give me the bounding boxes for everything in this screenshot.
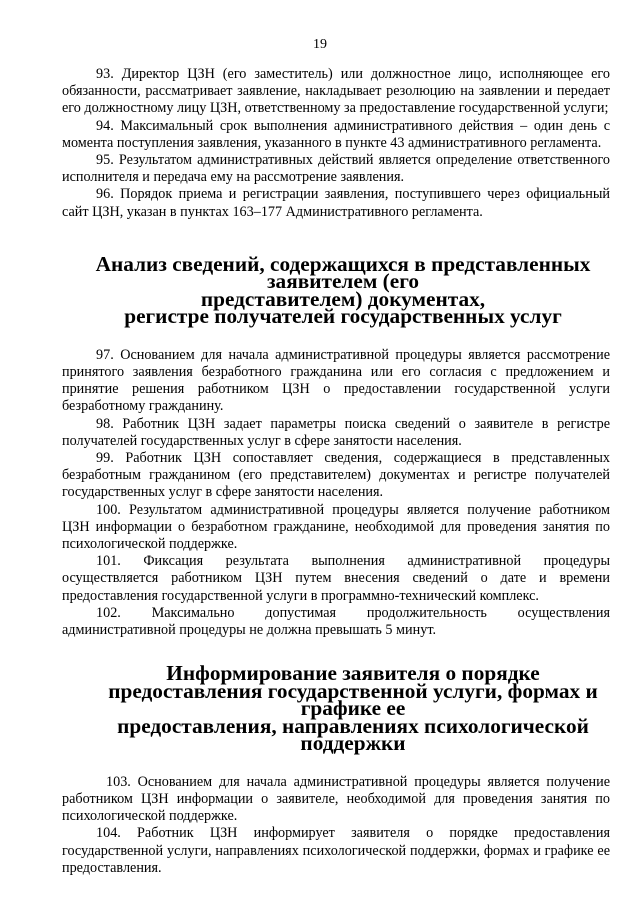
heading-line: представителем) документах, bbox=[200, 286, 486, 311]
section-heading-analysis bbox=[62, 251, 610, 329]
paragraph-96: 96. Порядок приема и регистрации заявления, поступившего через официальный сайт ЦЗН, указан в пунктах 163–177 Административного регламента. bbox=[62, 186, 610, 220]
paragraph-97: 97. Основанием для начала административной процедуры является рассмотрение принятого заявления безработного гражданина или его согласия с предложением и принятие решения работником ЦЗН о предоставлении государственной услуги безработному гражданину. bbox=[62, 346, 610, 415]
page-number: 19 bbox=[313, 37, 327, 52]
paragraph-99: 99. Работник ЦЗН сопоставляет сведения, содержащиеся в представленных безработным гражданином (его представителем) документах и регистре получателей государственных услуг в сфере занятости населения. bbox=[62, 450, 610, 501]
paragraph-100: 100. Результатом административной процедуры является получение работником ЦЗН информации о безработном гражданине, необходимой для проведения занятия по психологической поддержке. bbox=[62, 501, 610, 553]
paragraph-103: 103. Основанием для начала административной процедуры является получение работником ЦЗН информации о заявителе, необходимой для проведения занятия по психологической поддержке. bbox=[62, 773, 610, 825]
section-heading-informing bbox=[62, 661, 610, 756]
heading-line: Анализ сведений, содержащихся в представленных заявителем (его bbox=[95, 251, 591, 294]
heading-line: предоставления государственной услуги, формах и графике ее bbox=[108, 678, 598, 721]
heading-line: предоставления, направлениях психологической поддержки bbox=[117, 713, 589, 756]
heading-line: регистре получателей государственных услуг bbox=[124, 304, 562, 329]
document-body bbox=[62, 66, 610, 877]
paragraph-102: 102. Максимально допустимая продолжительность осуществления административной процедуры не должна превышать 5 минут. bbox=[62, 604, 610, 639]
paragraph-94: 94. Максимальный срок выполнения административного действия – один день с момента поступления заявления, указанного в пункте 43 административного регламента. bbox=[62, 117, 610, 151]
section-top-paragraphs bbox=[62, 66, 610, 221]
section-mid-paragraphs bbox=[62, 347, 610, 639]
paragraph-101: 101. Фиксация результата выполнения административной процедуры осуществляется работником ЦЗН путем внесения сведений о дате и времени предоставления государственной услуги в программно-технический комплекс. bbox=[62, 553, 610, 604]
paragraph-95: 95. Результатом административных действий является определение ответственного исполнителя и передача ему на рассмотрение заявления. bbox=[62, 152, 610, 186]
paragraph-104: 104. Работник ЦЗН информирует заявителя о порядке предоставления государственной услуги, направлениях психологической поддержки, формах и графике ее предоставления. bbox=[62, 825, 610, 876]
section-bottom-paragraphs bbox=[62, 774, 610, 877]
paragraph-98: 98. Работник ЦЗН задает параметры поиска сведений о заявителе в регистре получателей государственных услуг в сфере занятости населения. bbox=[62, 415, 610, 449]
paragraph-93: 93. Директор ЦЗН (его заместитель) или должностное лицо, исполняющее его обязанности, рассматривает заявление, накладывает резолюцию на заявлении и передает его должностному лицу ЦЗН, ответственному за предоставление государственной услуги; bbox=[62, 66, 610, 117]
heading-line: Информирование заявителя о порядке bbox=[166, 661, 540, 686]
